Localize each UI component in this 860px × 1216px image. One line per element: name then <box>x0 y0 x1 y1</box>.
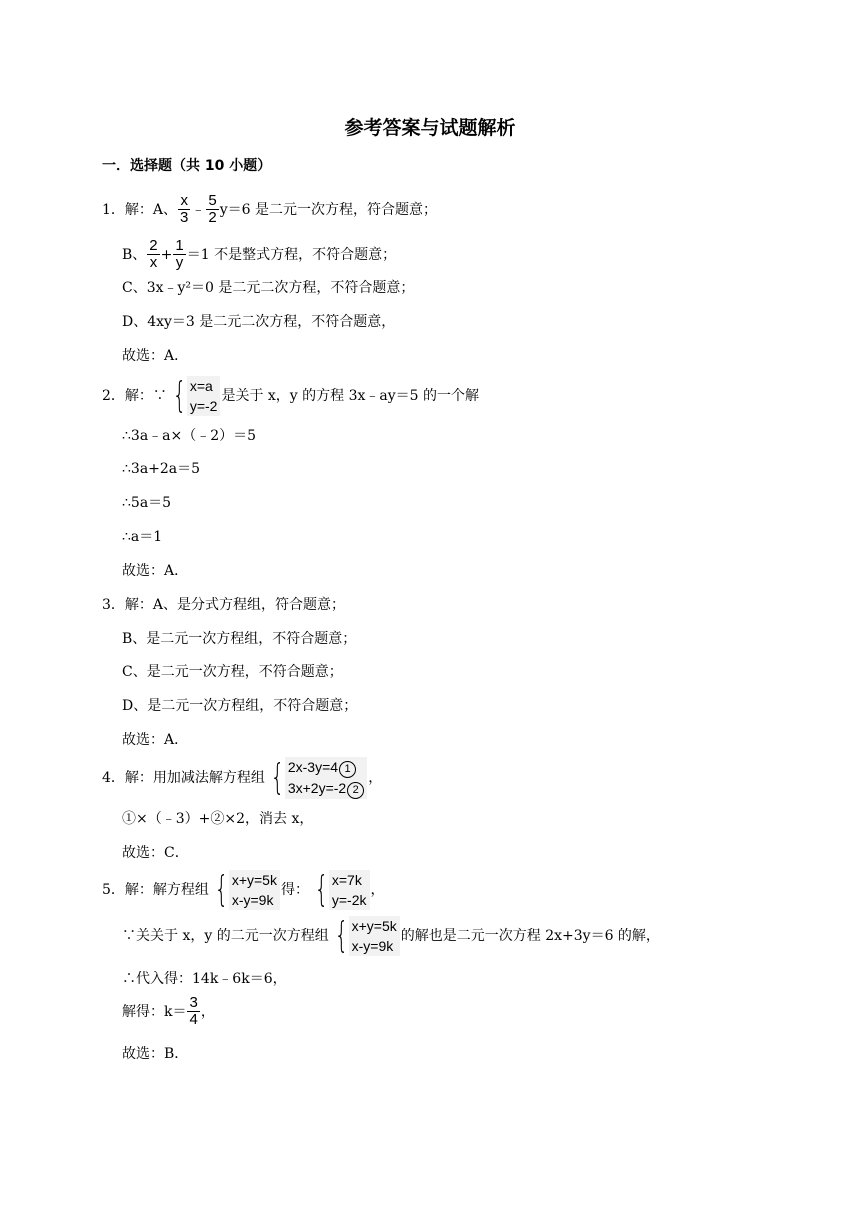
q3-line-b: B、是二元一次方程组，不符合题意； <box>122 631 357 647</box>
q3-line-c: C、是二元一次方程，不符合题意； <box>122 664 343 680</box>
section-heading: 一．选择题（共 10 小题） <box>102 158 272 174</box>
brace-icon: { <box>270 757 285 798</box>
q5-line-1: 5．解：解方程组 { x+y=5k x-y=9k 得： { x=7k y=-2k ， <box>102 869 385 910</box>
equation-system: { x+y=5k x-y=9k <box>210 870 280 910</box>
q3-answer: 故选：A． <box>122 732 189 748</box>
brace-icon: { <box>314 869 329 910</box>
q5-step-1: ∴代入得：14k﹣6k＝6， <box>122 971 287 987</box>
equation-system: { 2x-3y=4 1 3x+2y=-2 2 <box>266 757 367 799</box>
circled-number-icon: 1 <box>339 761 356 778</box>
q4-answer: 故选：C． <box>122 845 189 861</box>
circled-number-icon: 2 <box>347 782 364 799</box>
fraction: $\frac{x}{3}$ <box>180 192 189 226</box>
q1-line-c: C、3x﹣y²＝0 是二元二次方程，不符合题意； <box>122 280 415 296</box>
q2-step-4: ∴a＝1 <box>122 529 163 545</box>
equation-system: { x=a y=-2 <box>168 376 221 416</box>
q5-line-2: ∵关关于 x，y 的二元一次方程组 { x+y=5k x-y=9k 的解也是二元一次方程 2x+3y＝6 的解， <box>122 915 660 956</box>
q4-line-1: 4．解：用加减法解方程组 { 2x-3y=4 1 3x+2y=-2 2 ， <box>102 757 383 798</box>
q2-step-1: ∴3a﹣a×（﹣2）＝5 <box>122 428 257 444</box>
q5-step-2: 解得：k＝ $\frac{3}{4}$ ， <box>122 994 215 1028</box>
q2-line-1: 2．解：∵ { x=a y=-2 是关于 x，y 的方程 3x﹣ay＝5 的一个解 <box>102 375 480 416</box>
q4-step-1: ①×（﹣3）+②×2，消去 x， <box>122 811 314 827</box>
q1-line-a: 1．解： A、 $\frac{x}{3}$ ﹣ $\frac{5}{2}$ y＝6 是二元一次方程，符合题意； <box>102 192 438 226</box>
q2-step-2: ∴3a+2a＝5 <box>122 461 201 477</box>
page-title: 参考答案与试题解析 <box>344 117 516 139</box>
q5-answer: 故选：B． <box>122 1046 189 1062</box>
brace-icon: { <box>172 375 187 416</box>
q1-line-b: B、 $\frac{2}{x}$ + $\frac{1}{y}$ ＝1 不是整式方程，不符合题意； <box>122 237 397 271</box>
fraction: $\frac{3}{4}$ <box>189 994 198 1028</box>
q1-answer: 故选：A． <box>122 348 189 364</box>
fraction: $\frac{5}{2}$ <box>208 192 217 226</box>
equation-system: { x+y=5k x-y=9k <box>330 916 400 956</box>
q3-line-a: 3．解：A、是分式方程组，符合题意； <box>102 597 346 613</box>
fraction: $\frac{1}{y}$ <box>175 237 184 271</box>
q2-answer: 故选：A． <box>122 563 189 579</box>
q2-step-3: ∴5a＝5 <box>122 495 172 511</box>
fraction: $\frac{2}{x}$ <box>149 237 158 271</box>
equation-system: { x=7k y=-2k <box>310 870 370 910</box>
brace-icon: { <box>334 915 349 956</box>
q1-line-d: D、4xy＝3 是二元二次方程，不符合题意， <box>122 314 396 330</box>
brace-icon: { <box>214 869 229 910</box>
q3-line-d: D、是二元一次方程组，不符合题意； <box>122 698 358 714</box>
